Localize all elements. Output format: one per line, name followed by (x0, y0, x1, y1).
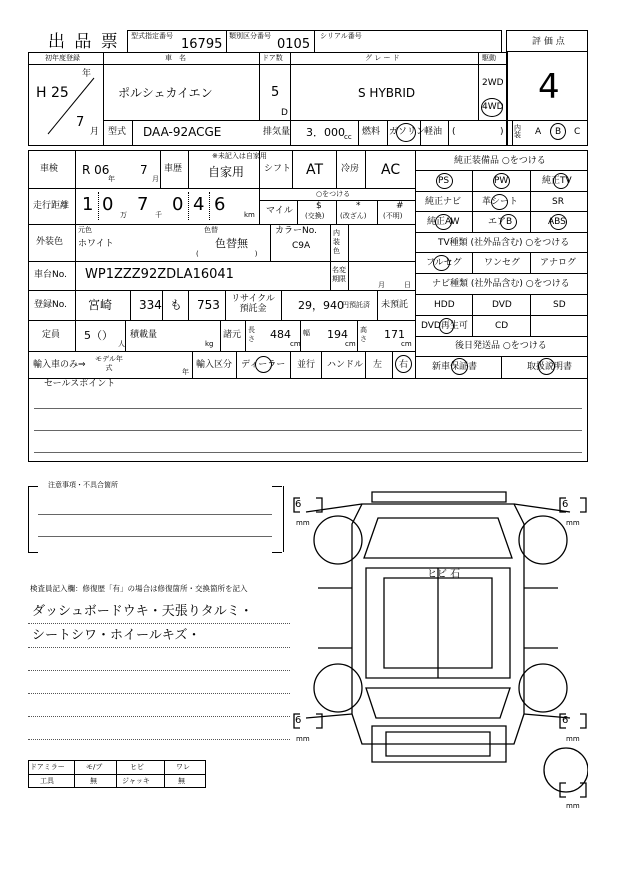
lot-label: 型式指定番号 (131, 32, 173, 40)
tv-oneseg: ワンセグ (484, 258, 521, 268)
dim-label: 諸元 (223, 330, 242, 340)
later-title: 後日発送品 ○をつける (455, 341, 547, 351)
form-title: 出 品 票 (48, 32, 120, 52)
color-no-label: カラーNo. (275, 226, 317, 236)
mileage-mile: マイル (266, 206, 293, 216)
interior-grade-c: C (574, 127, 581, 137)
equip-leather: 革シート (482, 197, 519, 207)
hgt-value: 171 (384, 328, 405, 341)
score-label: 評 価 点 (532, 37, 565, 47)
drive-4wd-circle (481, 98, 503, 117)
tire-rr-value: 6 (562, 715, 569, 726)
drive-2wd: 2WD (482, 78, 504, 88)
grade-label: グ レ ー ド (365, 54, 400, 62)
capacity-label: 定員 (42, 330, 61, 340)
tire-fr-mm: mm (566, 519, 580, 527)
reg-office: 宮崎 (88, 298, 113, 312)
interior-grade-a: A (535, 127, 542, 137)
history-value: 自家用 (208, 165, 245, 179)
car-name-label: 車 名 (165, 54, 186, 62)
car-diagram (288, 478, 588, 818)
shift-value: AT (306, 162, 324, 178)
equip-pw-circle (493, 173, 510, 189)
color-orig: ホワイト (78, 239, 114, 249)
mileage-exch-sub: (交換) (305, 212, 325, 220)
cc-unit: cc (344, 133, 352, 141)
tv-analog: アナログ (540, 258, 577, 268)
color-changed: 色替無 (215, 237, 248, 250)
tv-title: TV種類 (社外品含む) ○をつける (438, 238, 570, 248)
jack-label: ジャッキ (122, 777, 150, 785)
navi-dvd: DVD (492, 300, 512, 310)
displacement-label: 排気量 (263, 127, 291, 137)
shift-label: シフト (264, 164, 292, 174)
import-dealer-circle (255, 356, 272, 373)
doors-suffix: D (281, 108, 288, 118)
mileage-digit-2: 0 (102, 194, 114, 215)
navi-dvd-play-circle (439, 318, 454, 334)
equip-abs-circle (550, 214, 567, 230)
first-reg-era: H 25 (36, 85, 69, 101)
later-warranty-circle (451, 358, 468, 375)
tire-rl-value: 6 (295, 715, 302, 726)
mileage-tamper: * (356, 201, 361, 211)
tire-fl-mm: mm (296, 519, 310, 527)
reg-kana: も (170, 298, 183, 312)
registration-label: 登録No. (34, 300, 67, 310)
class-label: 類別区分番号 (229, 32, 271, 40)
mileage-man: 万 (120, 211, 127, 219)
color-interior-label: 内装色 (333, 229, 340, 255)
inspection-year: 年 (108, 175, 115, 183)
inspection-value: R 06 (82, 163, 110, 177)
history-note: ※未記入は自家用 (212, 152, 267, 160)
score-value: 4 (538, 67, 560, 107)
grade-value: S HYBRID (358, 86, 416, 100)
model-label: 型式 (108, 127, 127, 137)
equip-title: 純正装備品 ○をつける (454, 156, 546, 166)
wid-value: 194 (327, 328, 348, 341)
fuel-gas: ガソリン (389, 127, 426, 137)
wid-cm: cm (345, 340, 356, 348)
mileage-tamper-sub: (改ざん) (340, 212, 367, 220)
tire-fr-value: 6 (562, 499, 569, 510)
serial-label: シリアル番号 (320, 32, 362, 40)
navi-cd: CD (495, 321, 509, 331)
displacement-value: 3．000 (306, 126, 345, 139)
doors-value: 5 (271, 85, 280, 100)
handle-left: 左 (373, 360, 383, 370)
crack-label: ヒビ (130, 763, 144, 771)
fuel-label: 燃料 (362, 127, 381, 137)
mileage-km: km (244, 211, 255, 219)
first-reg-month-mark: 月 (90, 127, 100, 137)
hgt-label: 高さ (360, 326, 367, 343)
chassis-label: 車台No. (34, 270, 67, 280)
ac-value: AC (381, 162, 401, 178)
load-kg: kg (205, 340, 214, 348)
import-parallel: 並行 (297, 360, 316, 370)
first-reg-label: 初年度登録 (45, 54, 80, 62)
equip-ps: PS (438, 176, 450, 186)
tire-rl-mm: mm (296, 735, 310, 743)
jack-value: 無 (178, 777, 185, 785)
doors-label: ドア数 (262, 54, 283, 62)
tire-fl-value: 6 (295, 499, 302, 510)
navi-sd: SD (553, 300, 566, 310)
class-value: 0105 (277, 37, 311, 52)
spare-mm: mm (566, 802, 580, 810)
inspector-line2: シートシワ・ホイールキズ・ (32, 628, 201, 643)
len-value: 484 (270, 328, 291, 341)
capacity-value: 5（） (84, 329, 113, 342)
equip-navi: 純正ナビ (425, 197, 462, 207)
color-label: 外装色 (36, 237, 64, 247)
len-label: 長さ (248, 326, 255, 343)
equip-aw: 純正AW (427, 217, 460, 227)
handle-right: 右 (399, 360, 409, 370)
fuel-paren-open: ( (452, 127, 456, 137)
chassis-value: WP1ZZZ92ZDLA16041 (85, 267, 234, 282)
break-label: ワレ (176, 763, 190, 771)
equip-ps-circle (436, 173, 453, 189)
equip-tv-circle (553, 173, 569, 189)
reg-num2: 753 (197, 298, 220, 312)
handle-right-circle (395, 355, 412, 373)
tv-fullseg: フルセグ (426, 258, 462, 268)
first-reg-month: 7 (76, 115, 85, 130)
interior-b-circle (550, 123, 566, 140)
color-paren: ( ) (196, 250, 258, 258)
len-cm: cm (290, 340, 301, 348)
tool-label: 工具 (40, 777, 54, 785)
import-class-label: 輸入区分 (196, 360, 233, 370)
fuel-light: 軽油 (424, 127, 443, 137)
fuel-gas-circle (396, 123, 416, 142)
inspection-label: 車検 (40, 164, 59, 174)
mileage-unknown: # (396, 201, 404, 211)
mileage-digit-1: 1 (82, 194, 94, 215)
recycle-value: 29，940 (298, 299, 344, 312)
recycle-label: リサイクル預託金 (231, 294, 275, 314)
later-warranty: 新車保証書 (432, 362, 478, 372)
interior-grade-b: B (555, 127, 562, 137)
inspection-month-mark: 月 (152, 175, 159, 183)
equip-pw: PW (494, 176, 509, 186)
tire-rr-mm: mm (566, 735, 580, 743)
ac-label: 冷房 (341, 164, 360, 174)
import-dealer: ディーラー (241, 360, 286, 370)
car-name: ポルシェカイエン (118, 86, 213, 100)
fuel-paren-close: ) (500, 127, 504, 137)
color-orig-label: 元色 (78, 226, 92, 234)
notes-bracket (28, 486, 284, 552)
load-label: 積載量 (130, 330, 158, 340)
wid-label: 幅 (303, 329, 310, 337)
navi-dvd-play: DVD再生可 (421, 321, 468, 331)
lot-value: 16795 (181, 37, 223, 52)
mileage-digit-4: 0 (172, 194, 184, 215)
inspection-month: 7 (140, 163, 148, 177)
tv-fullseg-circle (433, 255, 450, 271)
recycle-suffix: 円預託済 (342, 301, 370, 309)
drive-4wd: 4WD (482, 102, 504, 112)
equip-airbag-circle (500, 214, 517, 230)
color-no: C9A (292, 241, 311, 251)
tool-value: 無 (90, 777, 97, 785)
mileage-digit-3: 7 (137, 194, 149, 215)
inspector-label: 検査員記入欄：修復歴「有」の場合は修復箇所・交換箇所を記入 (30, 584, 248, 593)
handle-label: ハンドル (327, 360, 364, 370)
drive-label: 駆動 (482, 54, 496, 62)
mileage-digit-5: 4 (193, 194, 205, 215)
equip-aw-circle (435, 214, 452, 230)
equip-abs: ABS (548, 217, 566, 227)
sales-point-label: セールスポイント (44, 379, 116, 389)
model-year-mark: 年 (182, 368, 189, 376)
mileage-note: ○をつける (316, 190, 351, 198)
windshield-note: ヒビ 石 (427, 569, 461, 580)
mirror-value: モ/ブ (86, 763, 103, 771)
interior-label: 内装 (514, 124, 521, 139)
equip-airbag: エアB (488, 217, 513, 227)
reg-num1: 334 (139, 298, 162, 312)
model-value: DAA-92ACGE (143, 125, 222, 139)
first-reg-year-mark: 年 (82, 69, 92, 79)
notes-label: 注意事項・不具合箇所 (48, 481, 118, 489)
mirror-label: ドアミラー (30, 763, 65, 771)
mileage-unknown-sub: (不明) (383, 212, 403, 220)
expire-label: 名変期限 (332, 266, 346, 283)
mileage-label: 走行距離 (33, 201, 70, 211)
expire-month: 月 (378, 281, 385, 289)
mileage-sen: 千 (155, 211, 162, 219)
navi-hdd: HDD (434, 300, 455, 310)
later-manual: 取扱説明書 (527, 362, 573, 372)
history-label: 車歴 (164, 164, 183, 174)
equip-sr: SR (552, 197, 564, 207)
later-manual-circle (538, 358, 555, 375)
equip-leather-circle (491, 194, 508, 210)
expire-day: 日 (404, 281, 411, 289)
equip-tv: 純正TV (542, 176, 572, 186)
inspector-line1: ダッシュボードウキ・天張りタルミ・ (32, 604, 253, 619)
mileage-exch: $ (316, 201, 322, 211)
hgt-cm: cm (401, 340, 412, 348)
navi-title: ナビ種類 (社外品含む) ○をつける (432, 279, 570, 289)
mileage-digit-6: 6 (214, 194, 226, 215)
color-change-label: 色替 (204, 226, 218, 234)
recycle-unpaid: 未預託 (381, 300, 409, 310)
import-label: 輸入車のみ⇒ (33, 360, 86, 370)
capacity-unit: 人 (118, 340, 125, 348)
model-year-label: モデル年式 (95, 355, 123, 372)
